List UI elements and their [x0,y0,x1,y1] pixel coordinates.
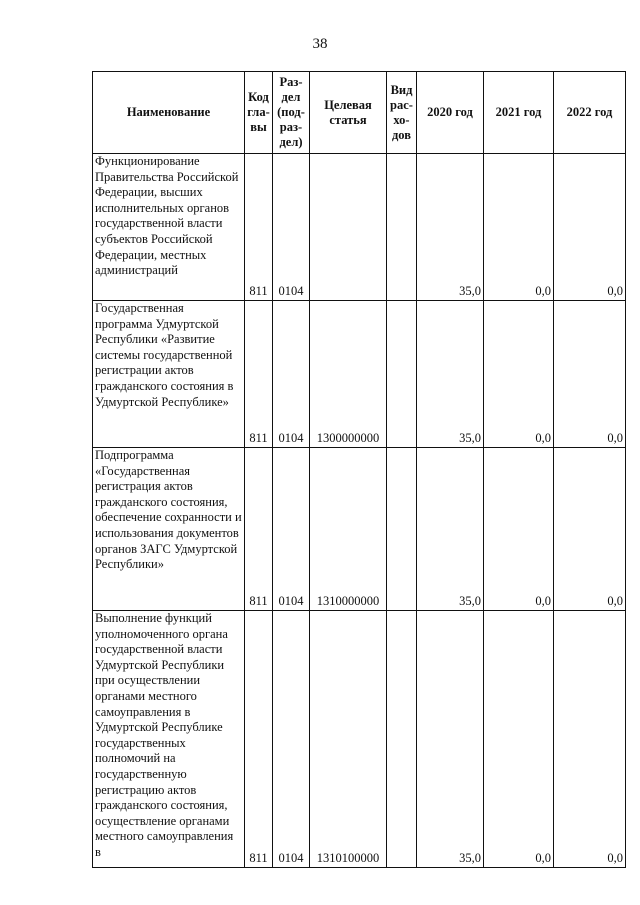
header-target-article: Целевая статья [310,72,387,154]
row-2020: 35,0 [417,448,484,611]
row-section: 0104 [273,611,310,868]
row-2022: 0,0 [554,611,626,868]
table-row [93,611,626,868]
row-target-article [310,154,387,301]
table-header-row [93,72,626,154]
table-row [93,448,626,611]
header-2021: 2021 год [484,72,554,154]
row-2021: 0,0 [484,154,554,301]
row-2020: 35,0 [417,301,484,448]
row-2022: 0,0 [554,301,626,448]
header-chapter-code: Код гла-вы [245,72,273,154]
row-section: 0104 [273,301,310,448]
row-section: 0104 [273,448,310,611]
row-name: Выполнение функций уполномоченного органа государственной власти Удмуртской Республики при осуществлении органами местного самоуправления в Удмуртской Республике государственных полномочий на государственную регистрацию актов гражданского состояния, осуществление органами местного самоуправления в [93,611,245,868]
row-chapter-code: 811 [245,448,273,611]
row-section: 0104 [273,154,310,301]
row-2022: 0,0 [554,154,626,301]
budget-table [92,71,626,868]
row-2020: 35,0 [417,154,484,301]
row-target-article: 1310000000 [310,448,387,611]
row-expense-type [387,611,417,868]
row-2021: 0,0 [484,301,554,448]
row-name: Подпрограмма «Государственная регистрация актов гражданского состояния, обеспечение сохранности и использования документов органов ЗАГС Удмуртской Республики» [93,448,245,611]
row-2020: 35,0 [417,611,484,868]
table-row [93,154,626,301]
row-expense-type [387,301,417,448]
header-expense-type: Вид рас-хо-дов [387,72,417,154]
row-expense-type [387,448,417,611]
page-number: 38 [312,36,328,52]
row-2021: 0,0 [484,448,554,611]
header-2022: 2022 год [554,72,626,154]
header-section: Раз-дел (под-раз-дел) [273,72,310,154]
header-2020: 2020 год [417,72,484,154]
row-name: Функционирование Правительства Российской Федерации, высших исполнительных органов государственной власти субъектов Российской Федерации, местных администраций [93,154,245,301]
row-name: Государственная программа Удмуртской Республики «Развитие системы государственной регистрации актов гражданского состояния в Удмуртской Республике» [93,301,245,448]
row-chapter-code: 811 [245,301,273,448]
row-target-article: 1310100000 [310,611,387,868]
row-chapter-code: 811 [245,154,273,301]
row-expense-type [387,154,417,301]
table-row [93,301,626,448]
row-target-article: 1300000000 [310,301,387,448]
row-chapter-code: 811 [245,611,273,868]
header-name: Наименование [93,72,245,154]
row-2021: 0,0 [484,611,554,868]
row-2022: 0,0 [554,448,626,611]
